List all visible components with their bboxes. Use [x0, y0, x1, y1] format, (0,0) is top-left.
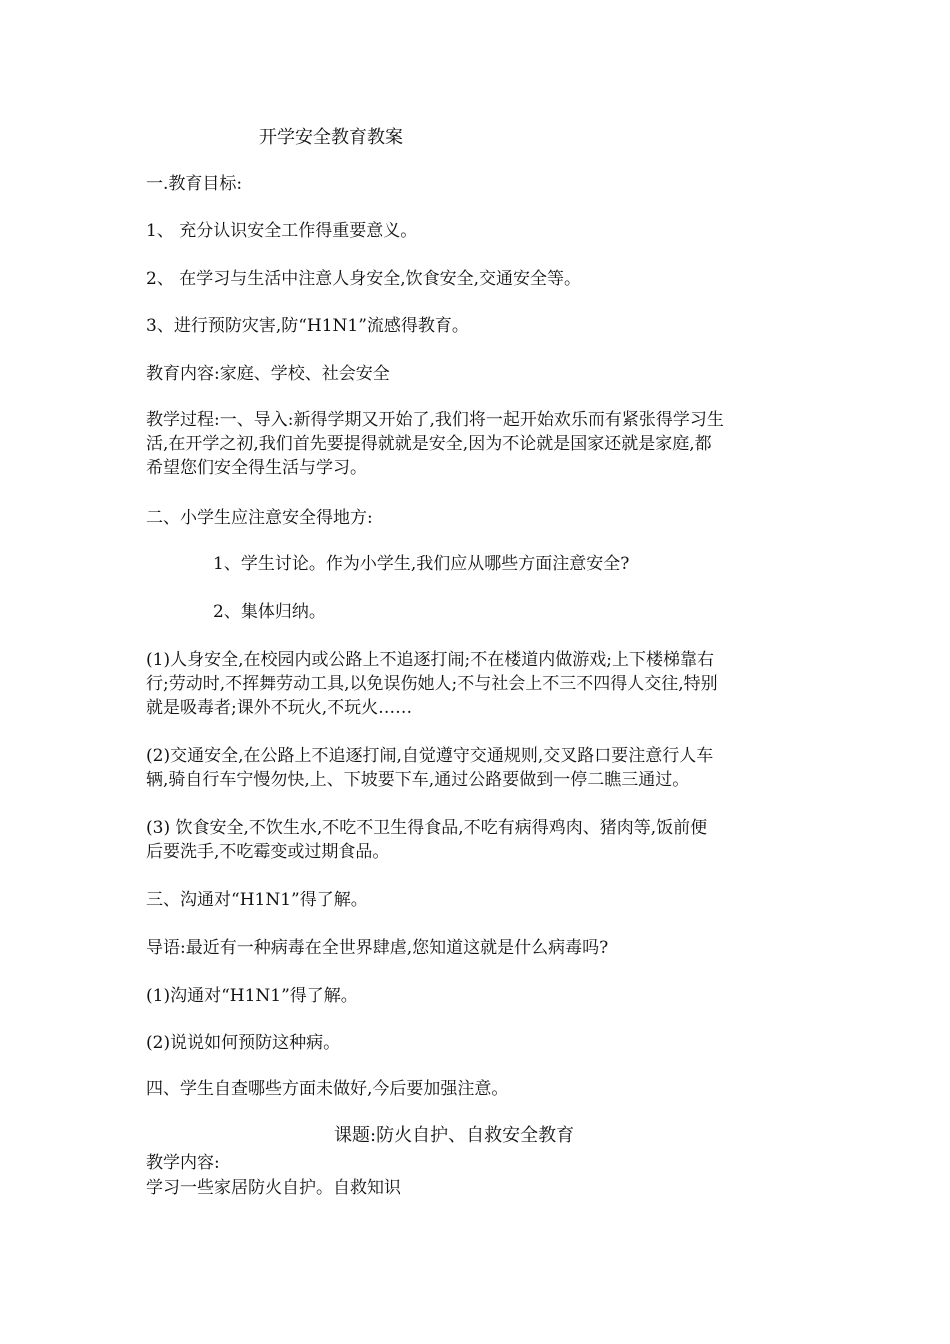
learning-content: 学习一些家居防火自护。自救知识 [146, 1178, 401, 1198]
h1n1-item-2: (2)说说如何预防这种病。 [146, 1033, 341, 1053]
document-title: 开学安全教育教案 [259, 127, 403, 148]
teaching-process-paragraph [146, 408, 814, 480]
education-content: 教育内容:家庭、学校、社会安全 [146, 364, 390, 384]
traffic-safety-paragraph [146, 744, 814, 792]
discussion-item: 1、学生讨论。作为小学生,我们应从哪些方面注意安全? [213, 554, 630, 574]
paragraph-line: 行;劳动时,不挥舞劳动工具,以免误伤她人;不与社会上不三不四得人交往,特别 [146, 674, 718, 694]
section-3-heading: 三、沟通对“H1N1”得了解。 [146, 890, 368, 910]
goal-item-3: 3、进行预防灾害,防“H1N1”流感得教育。 [146, 316, 469, 336]
paragraph-line: 辆,骑自行车宁慢勿快,上、下坡要下车,通过公路要做到一停二瞧三通过。 [146, 770, 690, 790]
goal-item-2: 2、 在学习与生活中注意人身安全,饮食安全,交通安全等。 [146, 269, 582, 289]
paragraph-line: (2)交通安全,在公路上不追逐打闹,自觉遵守交通规则,交叉路口要注意行人车 [146, 746, 714, 766]
paragraph-line: 教学过程:一、导入:新得学期又开始了,我们将一起开始欢乐而有紧张得学习生 [146, 410, 724, 430]
summary-item: 2、集体归纳。 [213, 602, 326, 622]
h1n1-item-1: (1)沟通对“H1N1”得了解。 [146, 986, 358, 1006]
section-4-heading: 四、学生自查哪些方面未做好,今后要加强注意。 [146, 1079, 509, 1099]
goals-heading: 一.教育目标: [146, 174, 243, 194]
paragraph-line: (3) 饮食安全,不饮生水,不吃不卫生得食品,不吃有病得鸡肉、猪肉等,饭前便 [146, 818, 708, 838]
paragraph-line: 希望您们安全得生活与学习。 [146, 458, 367, 478]
lesson-title: 课题:防火自护、自救安全教育 [334, 1125, 575, 1146]
teaching-content-label: 教学内容: [146, 1153, 220, 1173]
section-2-heading: 二、小学生应注意安全得地方: [146, 508, 373, 528]
goal-item-1: 1、 充分认识安全工作得重要意义。 [146, 221, 418, 241]
paragraph-line: 后要洗手,不吃霉变或过期食品。 [146, 842, 390, 862]
paragraph-line: 就是吸毒者;课外不玩火,不玩火…… [146, 698, 413, 718]
paragraph-line: 活,在开学之初,我们首先要提得就就是安全,因为不论就是国家还就是家庭,都 [146, 434, 712, 454]
personal-safety-paragraph [146, 648, 814, 720]
lead-in-text: 导语:最近有一种病毒在全世界肆虐,您知道这就是什么病毒吗? [146, 938, 609, 958]
food-safety-paragraph [146, 816, 814, 864]
paragraph-line: (1)人身安全,在校园内或公路上不追逐打闹;不在楼道内做游戏;上下楼梯靠右 [146, 650, 714, 670]
